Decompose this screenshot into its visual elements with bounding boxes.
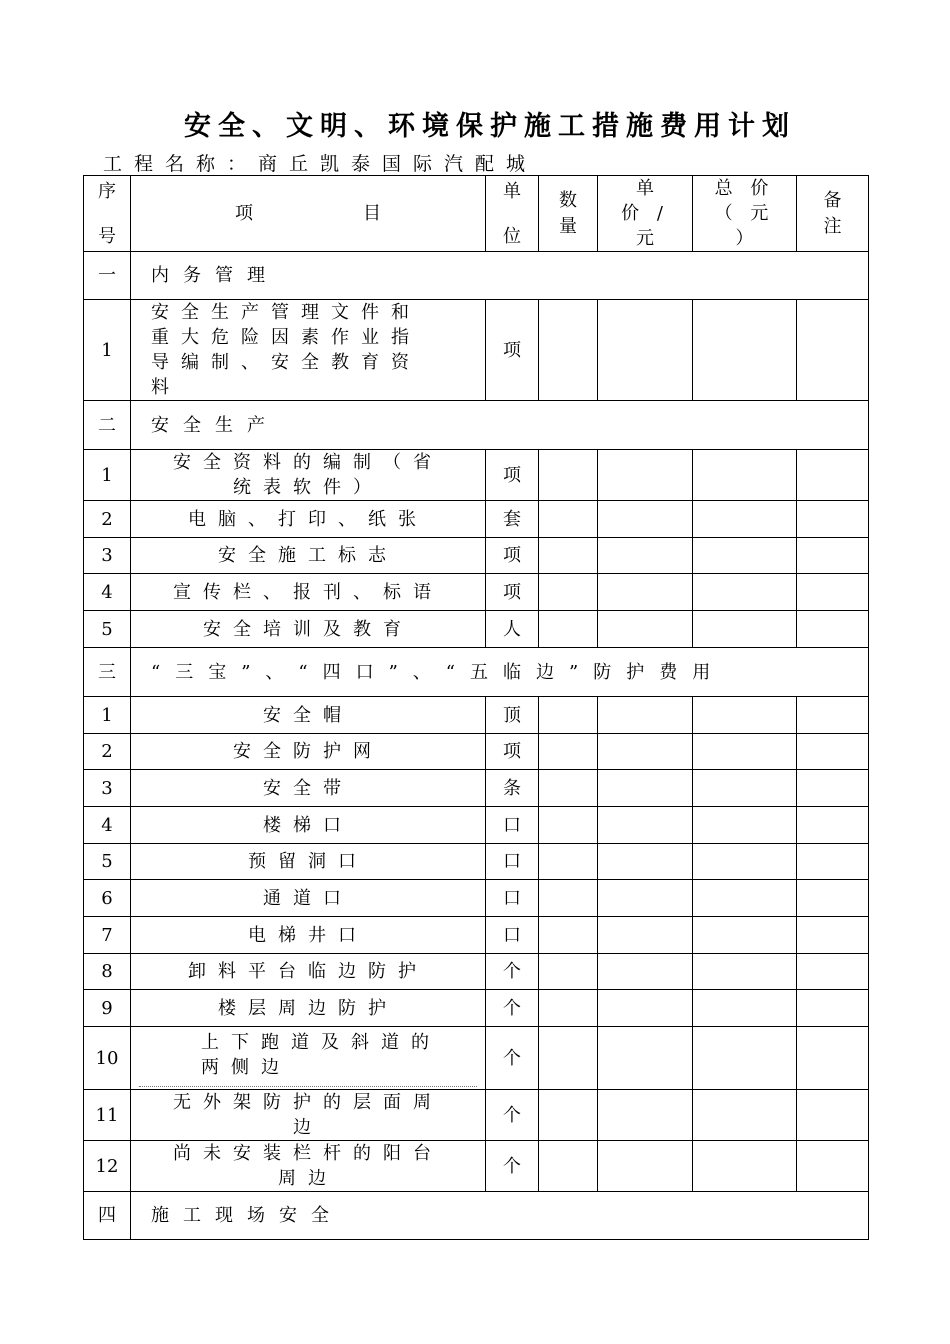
row-no: 7 [84, 917, 131, 954]
table-row [84, 450, 869, 501]
row-item: 电脑、打印、纸张 [131, 501, 486, 538]
row-item: 安全施工标志 [131, 538, 486, 574]
row-unit: 顶 [486, 697, 539, 734]
table-row [84, 770, 869, 807]
row-no: 5 [84, 844, 131, 880]
row-unit: 人 [486, 611, 539, 648]
row-item: 安全带 [131, 770, 486, 807]
section-row [84, 252, 869, 300]
row-item: 预留洞口 [131, 844, 486, 880]
section-no: 二 [84, 401, 131, 450]
section-row [84, 1192, 869, 1240]
cost-plan-table [83, 175, 869, 1240]
row-item: 通道口 [131, 880, 486, 917]
table-row [84, 300, 869, 401]
table-row [84, 1141, 869, 1192]
row-unit: 项 [486, 574, 539, 611]
row-item: 安全资料的编制（省统表软件） [131, 450, 486, 501]
table-row [84, 880, 869, 917]
header-item: 项 目 [131, 176, 486, 252]
row-no: 9 [84, 990, 131, 1027]
row-item: 安全生产管理文件和重大危险因素作业指导编制、安全教育资料 [131, 300, 486, 401]
section-row [84, 648, 869, 697]
header-remark: 备注 [797, 176, 869, 252]
row-no: 6 [84, 880, 131, 917]
row-unit: 口 [486, 880, 539, 917]
header-total-price: 总 价 （ 元 ） [693, 176, 797, 252]
row-item: 上下跑道及斜道的两侧边 [139, 1030, 477, 1087]
table-row [84, 990, 869, 1027]
document-title: 安全、文明、环境保护施工措施费用计划 [184, 111, 796, 142]
table-row [84, 954, 869, 990]
header-unit-price: 单 价 / 元 [598, 176, 693, 252]
row-unit: 项 [486, 450, 539, 501]
row-item: 安全帽 [131, 697, 486, 734]
row-unit: 个 [486, 1141, 539, 1192]
row-no: 1 [84, 300, 131, 401]
section-name: 安全生产 [131, 401, 869, 450]
table-row [84, 501, 869, 538]
table-row [84, 734, 869, 770]
row-unit: 口 [486, 844, 539, 880]
row-no: 8 [84, 954, 131, 990]
table-row [84, 917, 869, 954]
row-item: 安全防护网 [131, 734, 486, 770]
row-unit: 个 [486, 1090, 539, 1141]
row-unit: 项 [486, 734, 539, 770]
row-no: 2 [84, 501, 131, 538]
section-no: 三 [84, 648, 131, 697]
row-no: 2 [84, 734, 131, 770]
row-no: 4 [84, 574, 131, 611]
row-item: 宣传栏、报刊、标语 [131, 574, 486, 611]
table-row [84, 807, 869, 844]
section-name: 施工现场安全 [131, 1192, 869, 1240]
table-row [84, 611, 869, 648]
row-unit: 项 [486, 300, 539, 401]
section-name: 内务管理 [131, 252, 869, 300]
row-item: 尚未安装栏杆的阳台周边 [131, 1141, 486, 1192]
row-no: 11 [84, 1090, 131, 1141]
row-item: 电梯井口 [131, 917, 486, 954]
row-item: 卸料平台临边防护 [131, 954, 486, 990]
project-name-line: 工程名称：商丘凯泰国际汽配城 [103, 153, 538, 175]
table-row [84, 697, 869, 734]
row-unit: 条 [486, 770, 539, 807]
row-no: 10 [84, 1027, 131, 1090]
row-unit: 个 [486, 990, 539, 1027]
row-item: 楼层周边防护 [131, 990, 486, 1027]
row-unit: 个 [486, 1027, 539, 1090]
row-no: 3 [84, 538, 131, 574]
section-no: 一 [84, 252, 131, 300]
table-row [84, 1027, 869, 1090]
row-no: 4 [84, 807, 131, 844]
row-unit: 口 [486, 917, 539, 954]
row-unit: 套 [486, 501, 539, 538]
row-no: 1 [84, 697, 131, 734]
row-item-cell [131, 1027, 486, 1090]
row-no: 12 [84, 1141, 131, 1192]
section-no: 四 [84, 1192, 131, 1240]
row-no: 1 [84, 450, 131, 501]
row-unit: 个 [486, 954, 539, 990]
table-row [84, 844, 869, 880]
table-header-row [84, 176, 869, 252]
row-item: 无外架防护的层面周边 [131, 1090, 486, 1141]
row-no: 3 [84, 770, 131, 807]
table-row [84, 574, 869, 611]
header-quantity: 数量 [539, 176, 598, 252]
row-item: 安全培训及教育 [131, 611, 486, 648]
header-no: 序 号 [84, 176, 131, 252]
row-unit: 项 [486, 538, 539, 574]
header-unit: 单 位 [486, 176, 539, 252]
table-row [84, 1090, 869, 1141]
row-item: 楼梯口 [131, 807, 486, 844]
row-unit: 口 [486, 807, 539, 844]
section-row [84, 401, 869, 450]
table-row [84, 538, 869, 574]
row-no: 5 [84, 611, 131, 648]
section-name: “三宝”、“四口”、“五临边”防护费用 [131, 648, 869, 697]
